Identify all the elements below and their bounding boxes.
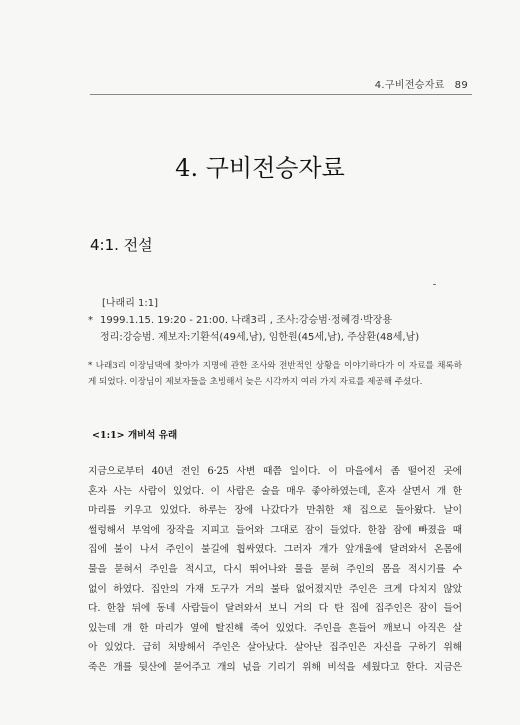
story-line: 물을 묻혀서 주인을 적시고, 다시 뛰어나와 물을 묻혀 주인의 몸을 적시기를 수 (88, 563, 462, 575)
scan-mark (433, 284, 436, 285)
story-line: 다. 한참 뒤에 동네 사람들이 달려와서 보니 거의 다 탄 집에 집주인은 잠이 들어 (88, 603, 462, 615)
source-info (88, 295, 419, 346)
story-line: 죽은 개를 뒷산에 묻어주고 개의 넋을 기리기 위해 비석을 세웠다고 한다. 지금은 (88, 661, 462, 673)
story-line: 있는데 개 한 마리가 옆에 탈진해 죽어 있었다. 주인을 흔들어 깨보니 아직은 살 (88, 622, 462, 634)
header-rule (90, 94, 472, 95)
story-line: 썰렁해서 부엌에 장작을 지피고 들어와 그대로 잠이 들었다. 한참 잠에 빠졌을 때 (88, 524, 462, 536)
story-line: 아 있었다. 급히 처방해서 주인은 살아났다. 살아난 집주인은 자신을 구하기 위해 (88, 642, 462, 654)
chapter-title: 4. 구비전승자료 (175, 154, 345, 182)
story-heading: <1:1> 개비석 유래 (92, 430, 178, 441)
collection-note: * 나래3리 이장님댁에 찾아가 지명에 관한 조사와 전반적인 상황을 이야기하다가 이 자료를 채록하게 되었다. 이장님이 제보자들을 초빙해서 늦은 시각까지 여러 가지 자료를 제공해 주셨다. (88, 361, 462, 387)
running-title: 4.구비전승자료 (374, 80, 445, 91)
story-line: 집에 불이 나서 주인이 불길에 휩싸였다. 그러자 개가 앞개울에 달려와서 온몸에 (88, 544, 462, 556)
story-line: 혼자 사는 사람이 있었다. 이 사람은 술을 매우 좋아하였는데, 혼자 살면서 개 한 (88, 485, 462, 497)
section-heading: 4:1. 전설 (90, 236, 153, 254)
bullet-star: * (88, 315, 93, 326)
survey-line (88, 312, 419, 329)
story-line: 마리를 키우고 있었다. 하루는 장에 나갔다가 만취한 채 집으로 돌아왔다. 날이 (88, 505, 462, 517)
survey-text: 1999.1.15. 19:20 - 21:00. 나래3리 , 조사:강승범·정혜경·박장용 (100, 315, 393, 326)
page-number: 89 (454, 80, 468, 91)
running-header (375, 76, 468, 91)
village-code: [나래리 1:1] (102, 298, 159, 309)
organizers-line: 정리:강승범. 제보자:기환석(49세,남), 임한원(45세,남), 주삼환(48세,남) (100, 332, 420, 343)
story-body (88, 462, 462, 678)
story-line: 없이 하였다. 집안의 가재 도구가 거의 불타 없어졌지만 주인은 크게 다치지 않았 (88, 583, 462, 595)
story-line: 지금으로부터 40년 전인 6·25 사변 때쯤 일이다. 이 마을에서 좀 떨어진 곳에 (88, 466, 462, 477)
